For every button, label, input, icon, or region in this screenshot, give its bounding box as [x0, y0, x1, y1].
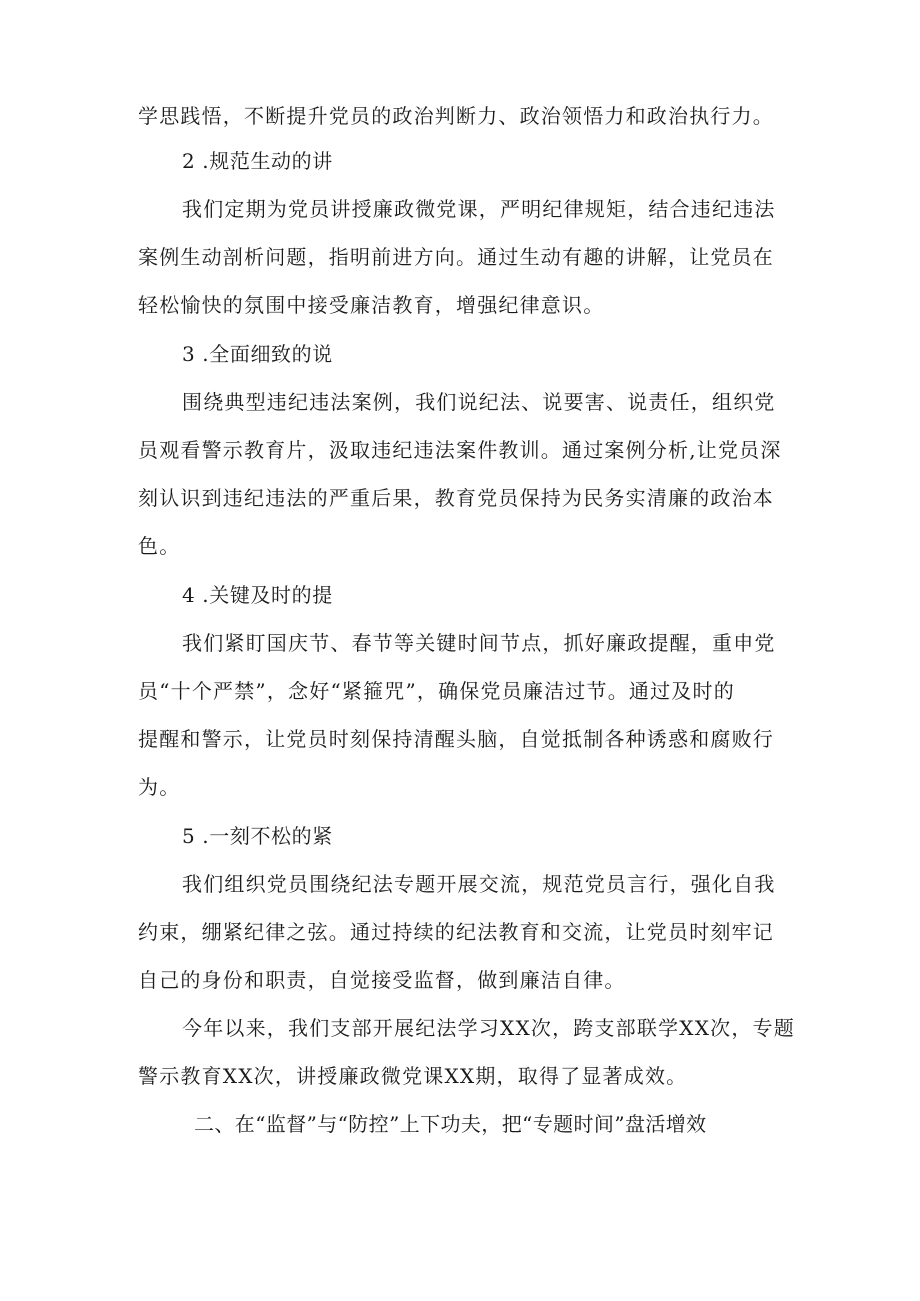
paragraph-line: 色。 — [138, 534, 181, 558]
paragraph-line: 员“十个严禁”，念好“紧箍咒”，确保党员廉洁过节。通过及时的 — [138, 679, 735, 703]
paragraph-line: 我们组织党员围绕纪法专题开展交流，规范党员言行，强化自我 — [182, 872, 776, 896]
paragraph-line: 刻认识到违纪违法的严重后果，教育党员保持为民务实清廉的政治本 — [138, 486, 774, 510]
section-heading-5: 5 .一刻不松的紧 — [182, 824, 333, 848]
paragraph-line: 学思践悟，不断提升党员的政治判断力、政治领悟力和政治执行力。 — [138, 104, 774, 128]
paragraph-line: 为。 — [138, 775, 181, 799]
paragraph-line: 员观看警示教育片，汲取违纪违法案件教训。通过案例分析,让党员深 — [138, 438, 782, 462]
section-heading-two: 二、在“监督”与“防控”上下功夫，把“专题时间”盘活增效 — [194, 1112, 707, 1136]
paragraph-line: 警示教育XX次，讲授廉政微党课XX期，取得了显著成效。 — [138, 1064, 688, 1088]
section-heading-3: 3 .全面细致的说 — [182, 342, 333, 366]
paragraph-line: 今年以来，我们支部开展纪法学习XX次，跨支部联学XX次，专题 — [182, 1016, 795, 1040]
paragraph-line: 我们紧盯国庆节、春节等关键时间节点，抓好廉政提醒，重申党 — [182, 631, 776, 655]
paragraph-line: 案例生动剖析问题，指明前进方向。通过生动有趣的讲解，让党员在 — [138, 245, 774, 269]
paragraph-line: 围绕典型违纪违法案例，我们说纪法、说要害、说责任，组织党 — [182, 390, 776, 414]
paragraph-line: 我们定期为党员讲授廉政微党课，严明纪律规矩，结合违纪违法 — [182, 197, 776, 221]
paragraph-line: 约束，绷紧纪律之弦。通过持续的纪法教育和交流，让党员时刻牢记 — [138, 920, 774, 944]
section-heading-4: 4 .关键及时的提 — [182, 583, 333, 607]
paragraph-line: 自己的身份和职责，自觉接受监督，做到廉洁自律。 — [138, 968, 626, 992]
paragraph-line: 轻松愉快的氛围中接受廉洁教育，增强纪律意识。 — [138, 293, 605, 317]
paragraph-line: 提醒和警示，让党员时刻保持清醒头脑，自觉抵制各种诱惑和腐败行 — [138, 727, 774, 751]
section-heading-2: 2 .规范生动的讲 — [182, 149, 333, 173]
